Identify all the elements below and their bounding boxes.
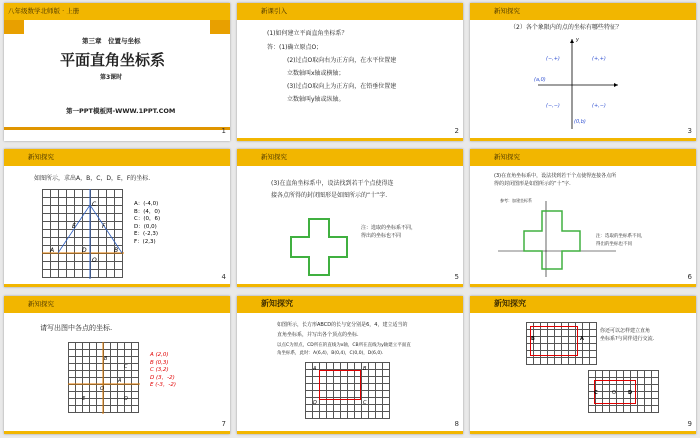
slide-number: 2 <box>454 127 459 135</box>
vertex-label-c: C <box>594 390 598 396</box>
vertex-label-c: C <box>363 400 367 406</box>
slide-number: 5 <box>454 273 459 281</box>
point-label-c: C <box>124 364 128 370</box>
y-axis-label: y <box>576 37 579 43</box>
slide-title: 新知探究 <box>261 153 287 161</box>
book-label: 八年级数学北师版 · 上册 <box>8 7 80 15</box>
answer-item: E：(-2,3) <box>134 231 158 237</box>
point-label-e: E <box>72 223 76 230</box>
slide-thumbnail-2[interactable] <box>237 3 463 141</box>
origin-label: O <box>612 390 616 396</box>
decor-tile <box>210 20 230 34</box>
answer-item: A：(-4,0) <box>134 201 159 207</box>
vertex-label-d: D <box>628 390 633 396</box>
x-axis-point: (a,0) <box>534 77 546 83</box>
answer-item: D：(0,0) <box>134 223 157 230</box>
main-title: 平面直角坐标系 <box>60 51 166 69</box>
point-label-e: E <box>82 396 86 402</box>
slide-number: 3 <box>687 127 692 135</box>
cross-shape <box>289 217 349 277</box>
quadrant-1-sign: (+,+) <box>592 56 606 62</box>
exercise-line: 坐标系?与同伴进行交流. <box>600 336 655 342</box>
note-line: 得出的坐标也不同 <box>596 242 632 247</box>
slide-footer <box>237 284 463 287</box>
question-text: （2）各个象限内的点的坐标有哪些特征？ <box>510 24 622 31</box>
question-line: 得的封闭图形是如图所示的“十”字. <box>494 181 571 187</box>
point-label-a: A <box>118 378 122 384</box>
question-text: 如图所示，求出A，B，C，D，E，F的坐标. <box>34 175 151 182</box>
slide-header <box>4 149 230 166</box>
slide-number: 8 <box>454 420 459 428</box>
answer-list <box>150 352 176 390</box>
solution-line: 以点C为原点，CD所在的直线为x轴，CB所在直线为y轴建立平面直 <box>277 343 411 348</box>
slide-thumbnail-1[interactable] <box>4 3 230 141</box>
y-axis-point: (0,b) <box>574 119 586 125</box>
answer-line: 立数轴叫y轴或纵轴。 <box>287 96 345 103</box>
slide-header <box>237 3 463 20</box>
answer-item: D (3，-2) <box>150 374 175 381</box>
rectangle-abcd <box>319 370 361 400</box>
slide-thumbnail-9[interactable] <box>470 296 696 434</box>
vertex-label-b: B <box>531 336 535 342</box>
slide-thumbnail-6[interactable] <box>470 149 696 287</box>
answer-item: E (-3，-2) <box>150 382 176 388</box>
question-text: 请写出图中各点的坐标. <box>40 324 113 332</box>
answer-line: (2)过点O取向右为正方向，在水平位置建 <box>287 57 397 64</box>
slide-header <box>4 296 230 313</box>
exercise-line: 你还可以怎样建立直角 <box>600 328 651 334</box>
quadrant-3-sign: (−,−) <box>546 103 560 109</box>
rectangle-abcd <box>530 326 578 356</box>
slide-title: 新知探究 <box>494 7 520 15</box>
answer-item: F：(2,3) <box>134 238 156 245</box>
slide-title: 新知探究 <box>261 299 293 308</box>
slide-header <box>237 149 463 166</box>
slide-number: 7 <box>221 420 226 428</box>
slide-title: 新知探究 <box>28 153 54 161</box>
note-line: 注：选取的坐标系不同， <box>596 234 646 239</box>
point-label-d: D <box>124 396 128 402</box>
grid-figure <box>42 189 124 279</box>
answer-line: 立数轴叫x轴或横轴； <box>287 70 345 77</box>
answer-list <box>134 201 160 246</box>
slide-title: 新知探究 <box>494 153 520 161</box>
quadrant-axes <box>530 35 620 131</box>
question-line: 直角坐标系，并写出各个顶点的坐标. <box>277 332 359 338</box>
slide-footer <box>4 284 230 287</box>
slide-number: 1 <box>221 127 226 135</box>
slide-header <box>470 296 696 313</box>
slide-thumbnail-3[interactable] <box>470 3 696 141</box>
answer-item: C (3,2) <box>150 367 169 373</box>
slide-footer <box>237 138 463 141</box>
point-label-a: A <box>50 247 55 254</box>
point-label-c: C <box>92 201 97 208</box>
origin-label: O <box>100 386 104 392</box>
solution-line: 角坐标系，此时：A(6,4)，B(0,4)，C(0,0)，D(6,0). <box>277 351 384 356</box>
slide-title: 新知探究 <box>28 300 54 308</box>
answer-line: 答：(1)确立原点O； <box>267 44 323 51</box>
answer-item: C：(0，6) <box>134 216 161 222</box>
vertex-label-a: A <box>313 366 317 372</box>
slide-number: 9 <box>687 420 692 428</box>
chapter-title: 第三章 位置与坐标 <box>82 37 141 45</box>
point-label-b: B <box>104 356 108 362</box>
answer-item: B (0,3) <box>150 359 169 366</box>
slide-thumbnail-7[interactable] <box>4 296 230 434</box>
question-text: (1)如何建立平面直角坐标系？ <box>267 30 348 37</box>
answer-line: (3)过点O取向上为正方向，在铅垂位置建 <box>287 83 397 90</box>
slide-thumbnail-5[interactable] <box>237 149 463 287</box>
decor-tile <box>4 20 24 34</box>
slide-footer <box>4 431 230 434</box>
vertex-label-b: B <box>363 366 367 372</box>
grid-axes <box>68 342 140 414</box>
axes-caption: 参考：加建坐标系 <box>500 198 532 203</box>
quadrant-2-sign: (−,+) <box>546 56 560 62</box>
vertex-label-a: A <box>580 336 584 342</box>
question-line: (3)在直角坐标系中，设法找到若干个点使得连 <box>271 180 394 187</box>
note-line: 得出的坐标也不同 <box>361 233 402 239</box>
slide-header <box>470 149 696 166</box>
decor-tile <box>4 127 230 130</box>
quadrant-4-sign: (+,−) <box>592 103 606 109</box>
slide-number: 6 <box>687 273 692 281</box>
slide-footer <box>470 138 696 141</box>
slide-footer <box>470 284 696 287</box>
slide-footer <box>237 431 463 434</box>
slide-header <box>4 3 230 20</box>
vertex-label-d: D <box>313 400 317 406</box>
site-label: 第一PPT模板网-WWW.1PPT.COM <box>66 107 176 115</box>
question-line: (3)在直角坐标系中，设法找到若干个点使得连接各点所 <box>494 173 617 179</box>
note-line: 注：选取的坐标系不同， <box>361 225 417 231</box>
slide-title: 新课引入 <box>261 7 287 15</box>
origin-label: O <box>92 257 97 264</box>
slide-title: 新知探究 <box>494 299 526 308</box>
point-label-b: B <box>114 247 119 254</box>
answer-item: B：(4，0) <box>134 208 161 215</box>
question-line: 如图所示，长方形ABCD的长与宽分别是6，4，建立适当的 <box>277 322 408 328</box>
point-label-d: D <box>82 247 87 254</box>
point-label-f: F <box>102 223 106 230</box>
slide-header <box>237 296 463 313</box>
slide-header <box>470 3 696 20</box>
question-line: 接各点所得的封闭图形是如图所示的“十”字. <box>271 192 388 199</box>
slide-thumbnail-4[interactable] <box>4 149 230 287</box>
slide-thumbnail-8[interactable] <box>237 296 463 434</box>
answer-item: A (2,0) <box>150 352 169 358</box>
slide-number: 4 <box>221 273 226 281</box>
lesson-label: 第3课时 <box>100 74 123 81</box>
slide-footer <box>470 431 696 434</box>
